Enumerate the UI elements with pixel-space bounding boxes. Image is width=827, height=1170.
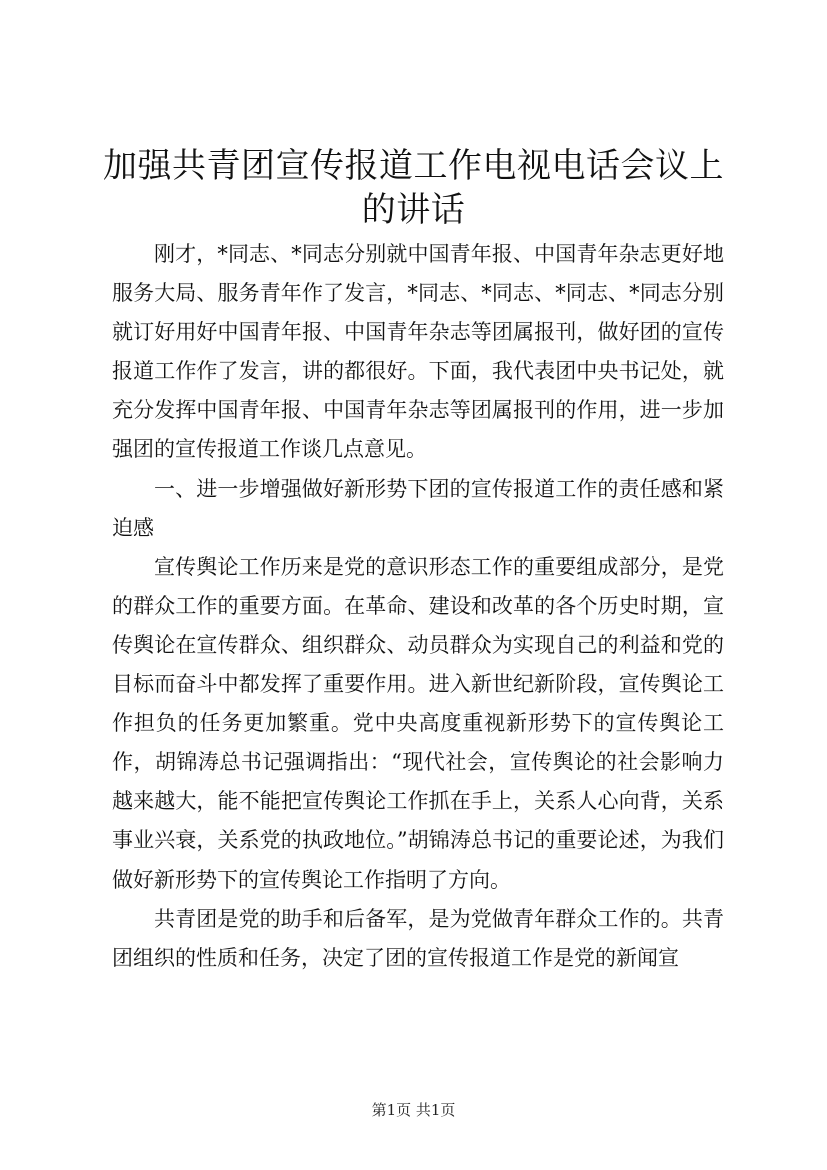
paragraph-youth-league: 共青团是党的助手和后备军，是为党做青年群众工作的。共青团组织的性质和任务，决定了团的宣传报道工作是党的新闻宣	[112, 906, 724, 970]
section-heading-1: 一、进一步增强做好新形势下团的宣传报道工作的责任感和紧迫感	[112, 476, 724, 540]
page-footer: 第1页 共1页	[371, 1101, 456, 1119]
paragraph-propaganda: 宣传舆论工作历来是党的意识形态工作的重要组成部分，是党的群众工作的重要方面。在革命、建设和改革的各个历史时期，宣传舆论在宣传群众、组织群众、动员群众为实现自己的利益和党的目标而奋斗中都发挥了重要作用。进入新世纪新阶段，宣传舆论工作担负的任务更加繁重。党中央高度重视新形势下的宣传舆论工作，胡锦涛总书记强调指出：“现代社会，宣传舆论的社会影响力越来越大，能不能把宣传舆论工作抓在手上，关系人心向背，关系事业兴衰，关系党的执政地位。”胡锦涛总书记的重要论述，为我们做好新形势下的宣传舆论工作指明了方向。	[112, 554, 724, 892]
paragraph-intro: 刚才，*同志、*同志分别就中国青年报、中国青年杂志更好地服务大局、服务青年作了发言，*同志、*同志、*同志、*同志分别就订好用好中国青年报、中国青年杂志等团属报刊，做好团的宣传报道工作作了发言，讲的都很好。下面，我代表团中央书记处，就充分发挥中国青年报、中国青年杂志等团属报刊的作用，进一步加强团的宣传报道工作谈几点意见。	[112, 242, 724, 462]
document-body	[112, 235, 724, 978]
document-title: 加强共青团宣传报道工作电视电话会议上的讲话	[103, 146, 724, 230]
